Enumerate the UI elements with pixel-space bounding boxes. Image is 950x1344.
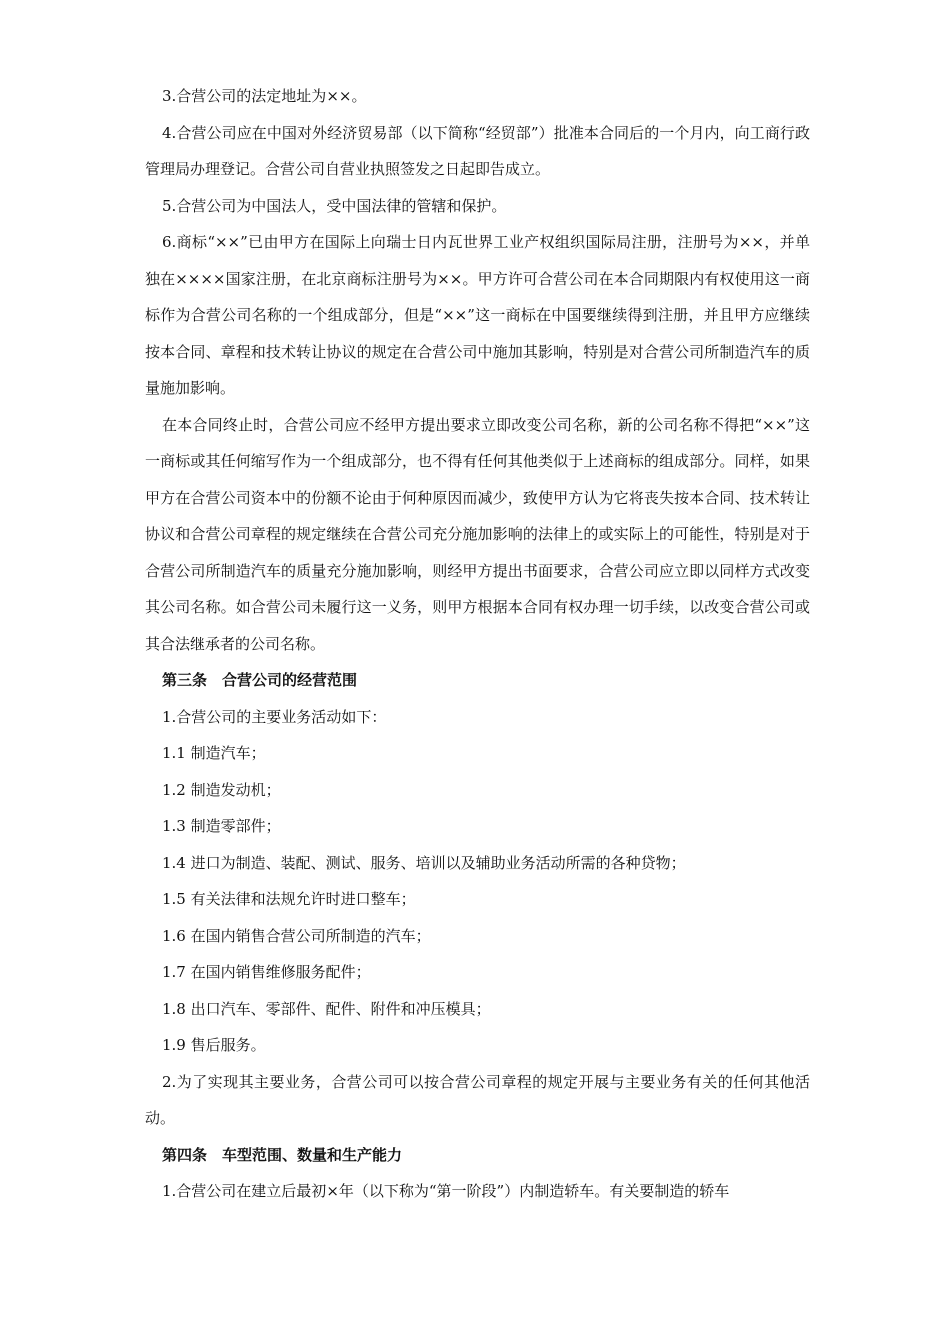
list-item: 1.4 进口为制造、装配、测试、服务、培训以及辅助业务活动所需的各种贷物；	[162, 853, 686, 872]
paragraph-registration: 4.合营公司应在中国对外经济贸易部（以下简称“经贸部”）批准本合同后的一个月内，向工商行政管理局办理登记。合营公司自营业执照签发之日起即告成立。	[145, 123, 810, 178]
paragraph-other-activities: 2.为了实现其主要业务，合营公司可以按合营公司章程的规定开展与主要业务有关的任何其他活动。	[145, 1072, 810, 1127]
list-item: 1.1 制造汽车；	[162, 744, 266, 762]
list-item: 1.9 售后服务。	[162, 1036, 266, 1054]
paragraph-main-business: 1.合营公司的主要业务活动如下：	[162, 707, 387, 726]
paragraph-legal-person: 5.合营公司为中国法人，受中国法律的管辖和保护。	[162, 196, 507, 215]
paragraph-name-change: 在本合同终止时，合营公司应不经甲方提出要求立即改变公司名称，新的公司名称不得把“××”这一商标或其任何缩写作为一个组成部分，也不得有任何其他类似于上述商标的组成部分。同样，如果甲方在合营公司资本中的份额不论由于何种原因而减少，致使甲方认为它将丧失按本合同、技术转让协议和合营公司章程的规定继续在合营公司充分施加影响的法律上的或实际上的可能性，特别是对于合营公司所制造汽车的质量充分施加影响，则经甲方提出书面要求，合营公司应立即以同样方式改变其公司名称。如合营公司未履行这一义务，则甲方根据本合同有权办理一切手续，以改变合营公司或其合法继承者的公司名称。	[145, 415, 810, 653]
list-item: 1.6 在国内销售合营公司所制造的汽车；	[162, 926, 431, 945]
paragraph-address: 3.合营公司的法定地址为××。	[162, 87, 367, 105]
list-item: 1.7 在国内销售维修服务配件；	[162, 963, 371, 981]
list-item: 1.3 制造零部件；	[162, 817, 281, 835]
list-item: 1.2 制造发动机；	[162, 780, 281, 799]
section-heading-article-3: 第三条 合营公司的经营范围	[162, 671, 358, 689]
document-page	[145, 78, 810, 1210]
section-heading-article-4: 第四条 车型范围、数量和生产能力	[162, 1145, 403, 1164]
list-item: 1.5 有关法律和法规允许时进口整车；	[162, 890, 416, 908]
paragraph-trademark: 6.商标“××”已由甲方在国际上向瑞士日内瓦世界工业产权组织国际局注册，注册号为××，并单独在××××国家注册，在北京商标注册号为××。甲方许可合营公司在本合同期限内有权使用这一商标作为合营公司名称的一个组成部分，但是“××”这一商标在中国要继续得到注册，并且甲方应继续按本合同、章程和技术转让协议的规定在合营公司中施加其影响，特别是对合营公司所制造汽车的质量施加影响。	[145, 233, 810, 397]
paragraph-first-stage: 1.合营公司在建立后最初×年（以下称为“第一阶段”）内制造轿车。有关要制造的轿车	[162, 1182, 730, 1200]
list-item: 1.8 出口汽车、零部件、配件、附件和冲压模具；	[162, 999, 491, 1018]
